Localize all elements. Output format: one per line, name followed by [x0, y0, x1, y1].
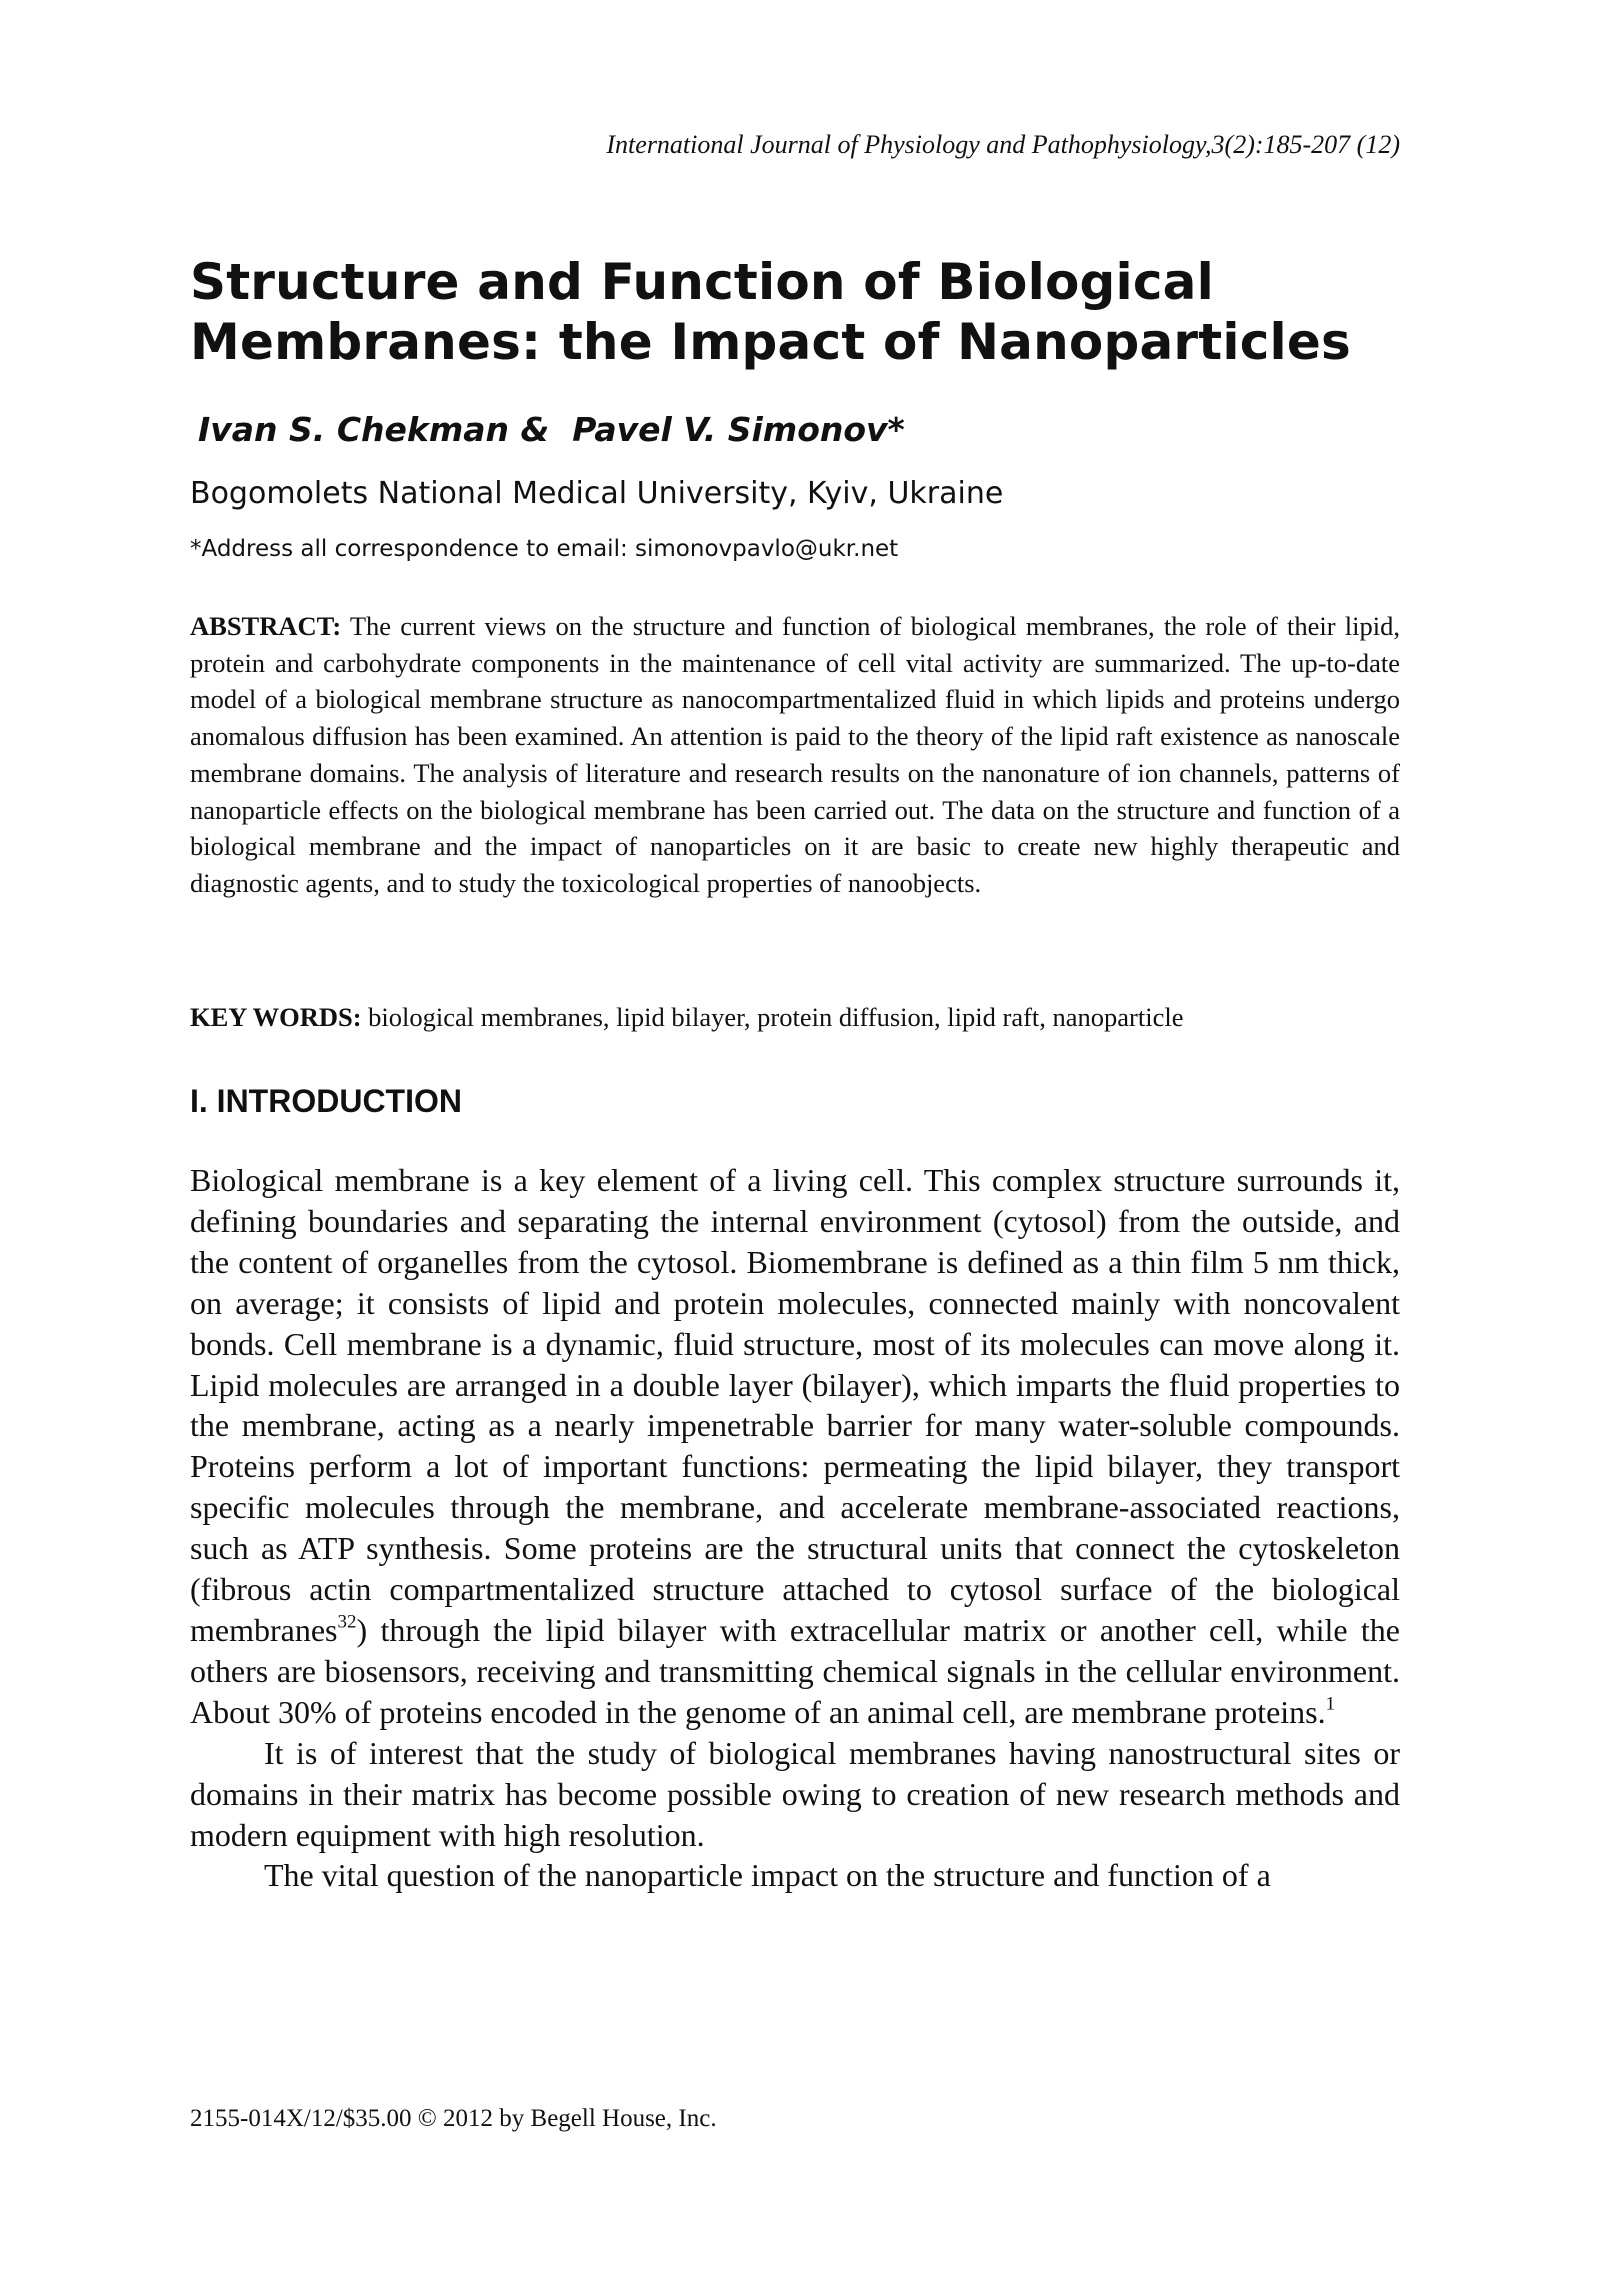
- intro-paragraph-2: It is of interest that the study of biological membranes having nanostructural sites or domains in their matrix has become possible owing to creation of new research methods and modern equipment with high resolution.: [190, 1734, 1400, 1853]
- article-title: [190, 252, 1400, 372]
- running-head: International Journal of Physiology and Pathophysiology,3(2):185-207 (12): [606, 130, 1400, 159]
- citation-32: 32: [337, 1611, 357, 1633]
- abstract: [190, 608, 1400, 902]
- intro-paragraph-1: [190, 1160, 1400, 1733]
- copyright-footer: 2155-014X/12/$35.00 © 2012 by Begell House, Inc.: [190, 2105, 717, 2132]
- introduction-body: [190, 1160, 1400, 1896]
- section-heading-introduction: I. INTRODUCTION: [190, 1083, 462, 1119]
- abstract-label: ABSTRACT:: [190, 611, 342, 641]
- title-line-2: Membranes: the Impact of Nanoparticles: [190, 313, 1351, 371]
- intro-paragraph-3: The vital question of the nanoparticle impact on the structure and function of a: [264, 1857, 1271, 1894]
- citation-1: 1: [1325, 1693, 1336, 1715]
- correspondence-note: *Address all correspondence to email: simonovpavlo@ukr.net: [190, 536, 899, 562]
- title-line-1: Structure and Function of Biological: [190, 253, 1214, 311]
- keywords-text: biological membranes, lipid bilayer, protein diffusion, lipid raft, nanoparticle: [368, 1002, 1184, 1032]
- keywords-label: KEY WORDS:: [190, 1002, 362, 1032]
- keywords: [190, 999, 1400, 1035]
- author-list: Ivan S. Chekman & Pavel V. Simonov*: [198, 410, 905, 449]
- affiliation: Bogomolets National Medical University, Kyiv, Ukraine: [190, 476, 1004, 511]
- abstract-text: The current views on the structure and function of biological membranes, the role of their lipid, protein and carbohydrate components in the maintenance of cell vital activity are summarized. The up-to-date model of a biological membrane structure as nanocompartmentalized fluid in which lipids and proteins undergo anomalous diffusion has been examined. An attention is paid to the theory of the lipid raft existence as nanoscale membrane domains. The analysis of literature and research results on the nanonature of ion channels, patterns of nanoparticle effects on the biological membrane has been carried out. The data on the structure and function of a biological membrane and the impact of nanoparticles on it are basic to create new highly therapeutic and diagnostic agents, and to study the toxicological properties of nanoobjects.: [190, 611, 1400, 898]
- intro-p1-text-a: Biological membrane is a key element of a living cell. This complex structure surrounds it, defining boundaries and separating the internal environment (cytosol) from the outside, and the content of organelles from the cytosol. Biomembrane is defined as a thin film 5 nm thick, on average; it consists of lipid and protein molecules, connected mainly with noncovalent bonds. Cell membrane is a dynamic, fluid structure, most of its molecules can move along it. Lipid molecules are arranged in a double layer (bilayer), which imparts the fluid properties to the membrane, acting as a nearly impenetrable barrier for many water-soluble compounds. Proteins perform a lot of important functions: permeating the lipid bilayer, they transport specific molecules through the membrane, and accelerate membrane-associated reactions, such as ATP synthesis. Some proteins are the structural units that connect the cytoskeleton (fibrous actin compartmentalized structure attached to cytosol surface of the biological membranes: [190, 1162, 1400, 1648]
- intro-p1-text-b: ) through the lipid bilayer with extracellular matrix or another cell, while the others are biosensors, receiving and transmitting chemical signals in the cellular environment. About 30% of proteins encoded in the genome of an animal cell, are membrane proteins.: [190, 1611, 1400, 1730]
